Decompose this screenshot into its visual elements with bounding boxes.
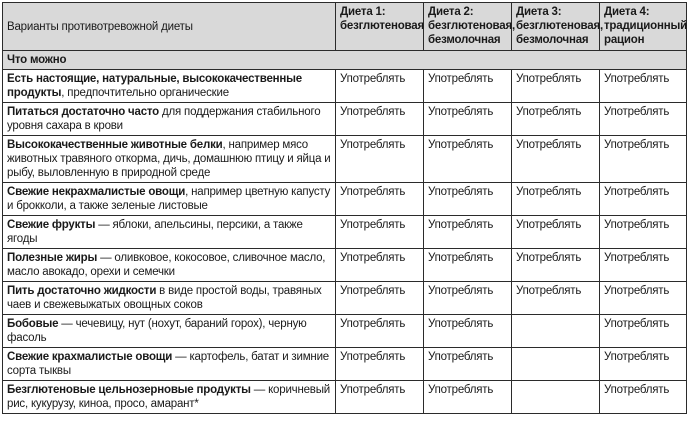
diet-2-value: Употреблять (424, 282, 512, 315)
food-item-description: — коричневый рис, кукурузу, киноа, просо, амарант* (7, 384, 330, 410)
food-item-title: Высококачественные животные белки (7, 139, 223, 151)
header-diet-1: Диета 1: безглютеновая (336, 3, 424, 51)
food-item-title: Свежие крахмалистые овощи (7, 351, 173, 363)
table-row (3, 70, 687, 103)
header-diet-4: Диета 4: традиционный рацион (600, 3, 687, 51)
food-item-description: — яблоки, апельсины, персики, а также ягоды (7, 219, 303, 245)
diet-1-value: Употреблять (336, 315, 424, 348)
food-item-description: — оливковое, кокосовое, сливочное масло, масло авокадо, орехи и семечки (7, 252, 326, 278)
table-header (3, 3, 687, 51)
diet-3-value: Употреблять (512, 183, 600, 216)
diet-1-value: Употреблять (336, 103, 424, 136)
food-item-cell (3, 103, 336, 136)
food-item-cell (3, 381, 336, 414)
diet-3-value: Употреблять (512, 136, 600, 183)
table-row (3, 282, 687, 315)
diet-3-value: Употреблять (512, 282, 600, 315)
header-diet-3: Диета 3: безглютеновая, безмолочная (512, 3, 600, 51)
diet-2-value: Употреблять (424, 348, 512, 381)
diet-4-value: Употреблять (600, 381, 687, 414)
food-item-title: Питаться достаточно часто (7, 106, 159, 118)
diet-4-value: Употреблять (600, 183, 687, 216)
table-row (3, 249, 687, 282)
food-item-title: Полезные жиры (7, 252, 98, 264)
food-item-description: , например мясо животных травяного откорма, дичь, домашнюю птицу и яйца и рыбу, выловленную в природной среде (7, 139, 331, 179)
diet-2-value: Употреблять (424, 381, 512, 414)
food-item-title: Свежие некрахмалистые овощи (7, 186, 186, 198)
diet-3-value: Употреблять (512, 70, 600, 103)
diet-1-value: Употреблять (336, 70, 424, 103)
food-item-description: , например цветную капусту и брокколи, а также зеленые листовые (7, 186, 331, 212)
diet-2-value: Употреблять (424, 216, 512, 249)
food-item-cell (3, 216, 336, 249)
food-item-description: , предпочтительно органические (61, 87, 229, 99)
table-row (3, 381, 687, 414)
food-item-cell (3, 282, 336, 315)
diet-2-value: Употреблять (424, 183, 512, 216)
diet-2-value: Употреблять (424, 315, 512, 348)
table-body (3, 51, 687, 414)
food-item-cell (3, 183, 336, 216)
food-item-cell (3, 315, 336, 348)
diet-4-value: Употреблять (600, 282, 687, 315)
diet-4-value: Употреблять (600, 315, 687, 348)
food-item-title: Бобовые (7, 318, 59, 330)
food-item-title: Свежие фрукты (7, 219, 96, 231)
diet-4-value: Употреблять (600, 136, 687, 183)
diet-3-value: Употреблять (512, 216, 600, 249)
table-row (3, 136, 687, 183)
food-item-description: — чечевицу, нут (нохут, бараний горох), черную фасоль (7, 318, 307, 344)
food-item-description: — картофель, батат и зимние сорта тыквы (7, 351, 329, 377)
table-row (3, 216, 687, 249)
diet-4-value: Употреблять (600, 216, 687, 249)
table-row (3, 348, 687, 381)
food-item-title: Пить достаточно жидкости (7, 285, 157, 297)
food-item-cell (3, 249, 336, 282)
diet-2-value: Употреблять (424, 70, 512, 103)
diet-2-value: Употреблять (424, 249, 512, 282)
food-item-cell (3, 348, 336, 381)
food-item-cell (3, 136, 336, 183)
diet-1-value: Употреблять (336, 136, 424, 183)
diet-1-value: Употреблять (336, 282, 424, 315)
diet-3-value (512, 348, 600, 381)
food-item-title: Безглютеновые цельнозерновые продукты (7, 384, 251, 396)
diet-4-value: Употреблять (600, 103, 687, 136)
diet-1-value: Употреблять (336, 249, 424, 282)
diet-3-value: Употреблять (512, 103, 600, 136)
section-row (3, 51, 687, 70)
header-row (3, 3, 687, 51)
section-label: Что можно (3, 51, 687, 70)
food-item-description: для поддержания стабильного уровня сахара в крови (7, 106, 321, 132)
food-item-description: в виде простой воды, травяных чаев и свежевыжатых овощных соков (7, 285, 322, 311)
table-row (3, 103, 687, 136)
diet-4-value: Употреблять (600, 249, 687, 282)
diet-3-value: Употреблять (512, 249, 600, 282)
food-item-title: Есть настоящие, натуральные, высококачественные продукты (7, 73, 302, 99)
diet-1-value: Употреблять (336, 348, 424, 381)
diet-1-value: Употреблять (336, 183, 424, 216)
diet-comparison-table (2, 2, 687, 414)
diet-2-value: Употреблять (424, 103, 512, 136)
diet-2-value: Употреблять (424, 136, 512, 183)
diet-4-value: Употреблять (600, 348, 687, 381)
header-diet-2: Диета 2: безглютеновая, безмолочная (424, 3, 512, 51)
diet-3-value (512, 315, 600, 348)
table-row (3, 315, 687, 348)
food-item-cell (3, 70, 336, 103)
table-row (3, 183, 687, 216)
diet-4-value: Употреблять (600, 70, 687, 103)
diet-1-value: Употреблять (336, 381, 424, 414)
diet-3-value (512, 381, 600, 414)
diet-1-value: Употреблять (336, 216, 424, 249)
header-title: Варианты противотревожной диеты (3, 3, 336, 51)
